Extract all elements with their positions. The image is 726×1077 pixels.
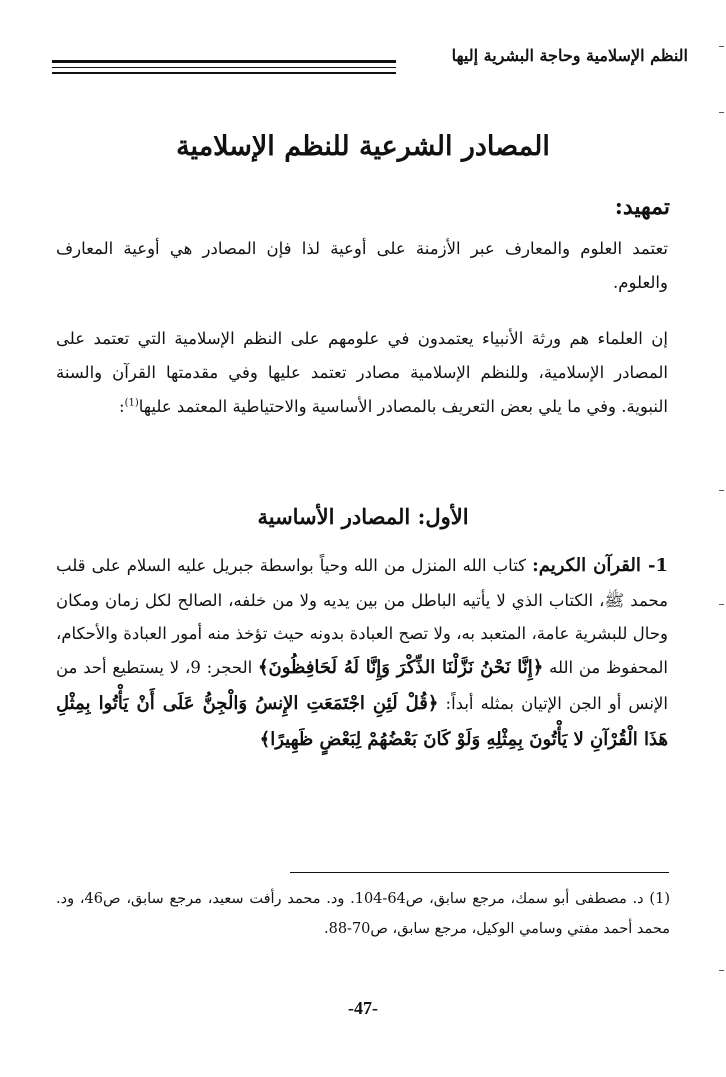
intro-heading: تمهيد: (614, 194, 670, 220)
intro-paragraph-2-text: إن العلماء هم ورثة الأنبياء يعتمدون في علومهم على النظم الإسلامية التي تعتمد على المصادر الإسلامية، وللنظم الإسلامية مصادر تعتمد عليها وفي مقدمتها القرآن والسنة النبوية. وفي ما يلي بعض التعريف بالمصادر الأساسية والاحتياطية المعتمد عليها (56, 329, 668, 416)
item-1-text-b: الحجر: 9، لا يستطيع أحد من الإنس أو الجن الإتيان بمثله أبداً: (56, 658, 668, 713)
header-rule (52, 72, 396, 74)
item-1-paragraph (56, 548, 668, 758)
footnote-rule (290, 872, 669, 873)
quran-verse-2: ﴿قُلْ لَئِنِ اجْتَمَعَتِ الإِنسُ وَالْجِنُّ عَلَى أَنْ يَأْتُوا بِمِثْلِ هَذَا الْقُرْآنِ لا يَأْتُونَ بِمِثْلِهِ وَلَوْ كَانَ بَعْضُهُمْ لِبَعْضٍ ظَهِيرًا﴾ (56, 693, 668, 750)
item-1-text-a: كتاب الله المنزل من الله وحياً بواسطة جبريل عليه السلام على قلب محمد ﷺ، الكتاب الذي لا يأتيه الباطل من بين يديه ولا من خلفه، الصالح لكل زمان ومكان وحال للبشرية عامة، المتعبد به، ولا تصح العبادة بدونه حيث تؤخذ منه أمور العبادة والأحكام، المحفوظ من الله (56, 556, 668, 677)
footnote: (1) د. مصطفى أبو سمك، مرجع سابق، ص64-104. ود. محمد رأفت سعيد، مرجع سابق، ص46، ود. محمد أحمد مفتي وسامي الوكيل، مرجع سابق، ص70-88. (56, 891, 670, 937)
intro-paragraph-2 (56, 322, 668, 423)
running-title: النظم الإسلامية وحاجة البشرية إليها (451, 46, 688, 65)
edge-mark (719, 604, 724, 605)
header-rule (52, 60, 396, 63)
section-heading: الأول: المصادر الأساسية (257, 504, 469, 529)
intro-paragraph-1: تعتمد العلوم والمعارف عبر الأزمنة على أوعية لذا فإن المصادر هي أوعية المعارف والعلوم. (56, 239, 668, 292)
chapter-title: المصادر الشرعية للنظم الإسلامية (176, 131, 550, 162)
edge-mark (719, 112, 724, 113)
edge-mark (719, 490, 724, 491)
running-header (52, 44, 688, 84)
footnote-reference[interactable]: (1) (124, 397, 139, 409)
intro-paragraph-2-end: : (119, 396, 125, 416)
quran-verse-1: ﴿إِنَّا نَحْنُ نَزَّلْنَا الذِّكْرَ وَإِنَّا لَهُ لَحَافِظُونَ﴾ (257, 657, 544, 678)
item-1-number: 1- (640, 555, 668, 576)
header-rule (52, 67, 396, 68)
item-1-lead: القرآن الكريم: (532, 555, 641, 576)
edge-mark (719, 46, 724, 47)
page-number: -47- (348, 998, 378, 1018)
edge-mark (719, 970, 724, 971)
